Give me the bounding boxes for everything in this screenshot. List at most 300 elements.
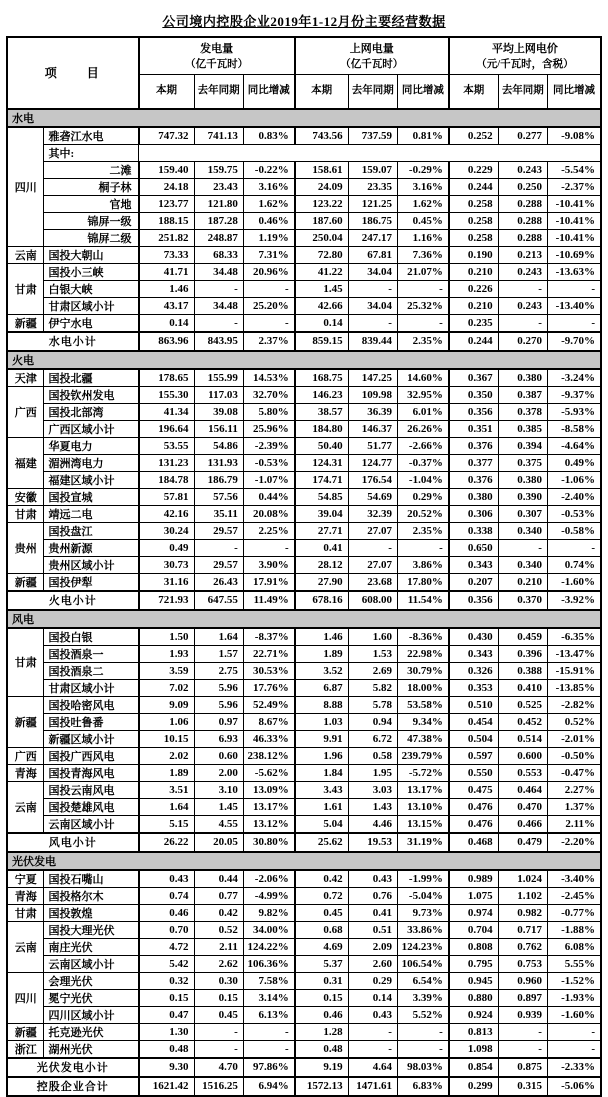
group-label: 平均上网电价 <box>491 43 558 56</box>
table-body <box>7 109 601 1096</box>
value-cell: 23.43 <box>194 178 243 195</box>
company-cell: 靖远二电 <box>44 505 139 522</box>
value-cell: 146.37 <box>348 420 397 437</box>
value-cell: 0.340 <box>498 522 547 539</box>
value-cell: 1.46 <box>139 280 194 297</box>
section-label: 风电 <box>7 610 601 628</box>
table-row <box>7 679 601 696</box>
value-cell: 0.52 <box>194 921 243 938</box>
value-cell: 29.57 <box>194 522 243 539</box>
value-cell: 2.09 <box>348 938 397 955</box>
value-cell: 647.55 <box>194 591 243 610</box>
row-label: 水电小计 <box>7 332 139 351</box>
value-cell: 2.11% <box>547 815 601 833</box>
table-row <box>7 161 601 178</box>
value-cell: - <box>547 280 601 297</box>
value-cell: -13.47% <box>547 645 601 662</box>
value-cell: 2.69 <box>348 662 397 679</box>
value-cell: 251.82 <box>139 229 194 246</box>
value-cell: 0.235 <box>449 314 498 332</box>
table-row <box>7 522 601 539</box>
value-cell: 18.00% <box>397 679 448 696</box>
value-cell: 168.75 <box>295 369 348 387</box>
table-row <box>7 662 601 679</box>
value-cell: 0.380 <box>498 369 547 387</box>
value-cell: 0.600 <box>498 747 547 764</box>
value-cell: -1.60% <box>547 1006 601 1023</box>
value-cell: - <box>397 314 448 332</box>
group-unit: （元/千瓦时，含税） <box>476 59 574 71</box>
value-cell: 159.07 <box>348 161 397 178</box>
value-cell: 5.78 <box>348 696 397 713</box>
value-cell: 43.17 <box>139 297 194 314</box>
value-cell: -8.58% <box>547 420 601 437</box>
value-cell: 121.80 <box>194 195 243 212</box>
value-cell: 176.54 <box>348 471 397 488</box>
value-cell: 17.91% <box>243 573 294 591</box>
group-unit: （亿千瓦时） <box>185 59 249 71</box>
company-cell: 国投伊犁 <box>44 573 139 591</box>
value-cell: 4.70 <box>194 1058 243 1077</box>
value-cell: 0.377 <box>449 454 498 471</box>
value-cell: 608.00 <box>348 591 397 610</box>
value-cell: 0.288 <box>498 229 547 246</box>
table-row <box>7 887 601 904</box>
province-cell: 安徽 <box>7 488 44 505</box>
value-cell: 27.71 <box>295 522 348 539</box>
value-cell: 0.299 <box>449 1077 498 1096</box>
value-cell: 32.70% <box>243 386 294 403</box>
value-cell: - <box>348 539 397 556</box>
company-cell: 会理光伏 <box>44 972 139 989</box>
province-cell: 甘肃 <box>7 628 44 697</box>
value-cell: 0.385 <box>498 420 547 437</box>
value-cell: - <box>243 1040 294 1058</box>
value-cell: 3.59 <box>139 662 194 679</box>
value-cell: -4.99% <box>243 887 294 904</box>
value-cell: - <box>194 280 243 297</box>
value-cell: 31.19% <box>397 833 448 852</box>
value-cell: 9.19 <box>295 1058 348 1077</box>
value-cell: 0.343 <box>449 556 498 573</box>
value-cell: 1.53 <box>348 645 397 662</box>
value-cell: 41.34 <box>139 403 194 420</box>
value-cell: 9.82% <box>243 904 294 921</box>
value-cell: 1.62% <box>397 195 448 212</box>
company-cell: 桐子林 <box>44 178 139 195</box>
value-cell: 3.86% <box>397 556 448 573</box>
table-row <box>7 1006 601 1023</box>
value-cell: 6.08% <box>547 938 601 955</box>
value-cell: - <box>547 1023 601 1040</box>
value-cell: 155.30 <box>139 386 194 403</box>
company-cell: 新疆区域小计 <box>44 730 139 747</box>
value-cell: 23.35 <box>348 178 397 195</box>
value-cell: 0.32 <box>139 972 194 989</box>
value-cell: 0.470 <box>498 798 547 815</box>
value-cell: -15.91% <box>547 662 601 679</box>
company-cell: 广西区域小计 <box>44 420 139 437</box>
value-cell: 1.03 <box>295 713 348 730</box>
value-cell: 32.95% <box>397 386 448 403</box>
value-cell: -9.70% <box>547 332 601 351</box>
company-cell: 国投大朝山 <box>44 246 139 263</box>
value-cell: 0.72 <box>295 887 348 904</box>
value-cell: -2.20% <box>547 833 601 852</box>
value-cell: -2.39% <box>243 437 294 454</box>
value-cell: 0.813 <box>449 1023 498 1040</box>
value-cell: 1.30 <box>139 1023 194 1040</box>
row-label: 风电小计 <box>7 833 139 852</box>
value-cell: 21.07% <box>397 263 448 280</box>
value-cell: 97.86% <box>243 1058 294 1077</box>
value-cell: 3.51 <box>139 781 194 798</box>
value-cell: 0.43 <box>139 870 194 888</box>
value-cell: 13.17% <box>397 781 448 798</box>
value-cell: 0.945 <box>449 972 498 989</box>
value-cell: 0.244 <box>449 178 498 195</box>
company-cell: 湖州光伏 <box>44 1040 139 1058</box>
province-cell: 天津 <box>7 369 44 387</box>
value-cell: 159.40 <box>139 161 194 178</box>
value-cell: 2.60 <box>348 955 397 972</box>
page-title: 公司境内控股企业2019年1-12月份主要经营数据 <box>162 14 446 29</box>
value-cell: -13.63% <box>547 263 601 280</box>
value-cell: 0.380 <box>449 488 498 505</box>
value-cell: 0.388 <box>498 662 547 679</box>
table-row <box>7 781 601 798</box>
value-cell: 3.10 <box>194 781 243 798</box>
value-cell: -1.06% <box>547 471 601 488</box>
value-cell: 0.288 <box>498 212 547 229</box>
value-cell: 0.340 <box>498 556 547 573</box>
value-cell: - <box>397 1023 448 1040</box>
table-row <box>7 263 601 280</box>
value-cell: -1.99% <box>397 870 448 888</box>
value-cell: 0.58 <box>348 747 397 764</box>
value-cell: 196.64 <box>139 420 194 437</box>
value-cell: -2.66% <box>397 437 448 454</box>
value-cell: 0.356 <box>449 403 498 420</box>
value-cell: 1.075 <box>449 887 498 904</box>
value-cell: 0.83% <box>243 127 294 145</box>
province-cell: 四川 <box>7 972 44 1023</box>
value-cell: 106.54% <box>397 955 448 972</box>
value-cell: 20.52% <box>397 505 448 522</box>
value-cell: 186.75 <box>348 212 397 229</box>
header-group-ongrid <box>295 37 449 74</box>
value-cell: -1.07% <box>243 471 294 488</box>
value-cell: 6.83% <box>397 1077 448 1096</box>
value-cell: 123.22 <box>295 195 348 212</box>
value-cell: 1.46 <box>295 628 348 646</box>
value-cell: -5.93% <box>547 403 601 420</box>
value-cell: 1.89 <box>139 764 194 781</box>
value-cell: 0.49% <box>547 454 601 471</box>
company-cell: 国投白银 <box>44 628 139 646</box>
value-cell: 0.939 <box>498 1006 547 1023</box>
section-row <box>7 610 601 628</box>
company-cell: 国投格尔木 <box>44 887 139 904</box>
value-cell: 26.43 <box>194 573 243 591</box>
value-cell: - <box>194 539 243 556</box>
company-cell: 国投钦州发电 <box>44 386 139 403</box>
value-cell: - <box>397 539 448 556</box>
value-cell: - <box>498 1023 547 1040</box>
value-cell: 0.452 <box>498 713 547 730</box>
value-cell: 747.32 <box>139 127 194 145</box>
province-cell: 新疆 <box>7 573 44 591</box>
value-cell: 31.16 <box>139 573 194 591</box>
value-cell: 11.49% <box>243 591 294 610</box>
value-cell: -5.72% <box>397 764 448 781</box>
value-cell: 1.45 <box>194 798 243 815</box>
value-cell: 0.476 <box>449 815 498 833</box>
value-cell: 0.370 <box>498 591 547 610</box>
value-cell: 187.60 <box>295 212 348 229</box>
value-cell: 5.96 <box>194 679 243 696</box>
value-cell: -9.37% <box>547 386 601 403</box>
table-row <box>7 815 601 833</box>
value-cell: 0.46 <box>295 1006 348 1023</box>
value-cell: 0.44 <box>194 870 243 888</box>
company-cell: 贵州区域小计 <box>44 556 139 573</box>
value-cell: 34.48 <box>194 263 243 280</box>
value-cell: 0.46 <box>139 904 194 921</box>
value-cell: 0.468 <box>449 833 498 852</box>
value-cell: 1.64 <box>194 628 243 646</box>
value-cell: 3.14% <box>243 989 294 1006</box>
table-row <box>7 386 601 403</box>
value-cell: 7.58% <box>243 972 294 989</box>
value-cell: 1.16% <box>397 229 448 246</box>
value-cell: 0.338 <box>449 522 498 539</box>
company-cell: 官地 <box>44 195 139 212</box>
value-cell: 123.77 <box>139 195 194 212</box>
value-cell: 6.01% <box>397 403 448 420</box>
value-cell: 0.45 <box>295 904 348 921</box>
value-cell: 0.989 <box>449 870 498 888</box>
value-cell: 247.17 <box>348 229 397 246</box>
value-cell: 117.03 <box>194 386 243 403</box>
value-cell: 0.475 <box>449 781 498 798</box>
table-row <box>7 989 601 1006</box>
company-cell: 国投青海风电 <box>44 764 139 781</box>
value-cell: 0.229 <box>449 161 498 178</box>
value-cell: 184.78 <box>139 471 194 488</box>
value-cell: 1.84 <box>295 764 348 781</box>
company-cell: 雅砻江水电 <box>44 127 139 145</box>
value-cell: 0.76 <box>348 887 397 904</box>
value-cell: 0.42 <box>194 904 243 921</box>
value-cell: 3.16% <box>397 178 448 195</box>
section-row <box>7 109 601 127</box>
value-cell: 0.15 <box>295 989 348 1006</box>
table-row <box>7 280 601 297</box>
value-cell: 11.54% <box>397 591 448 610</box>
value-cell: -1.88% <box>547 921 601 938</box>
row-label: 控股企业合计 <box>7 1077 139 1096</box>
table-row <box>7 314 601 332</box>
value-cell: 0.74% <box>547 556 601 573</box>
section-label: 火电 <box>7 351 601 369</box>
value-cell: 13.09% <box>243 781 294 798</box>
value-cell: 1.96 <box>295 747 348 764</box>
value-cell: -1.60% <box>547 573 601 591</box>
province-cell: 云南 <box>7 781 44 833</box>
value-cell: 4.46 <box>348 815 397 833</box>
value-cell: 30.80% <box>243 833 294 852</box>
value-cell: 32.39 <box>348 505 397 522</box>
table-row <box>7 488 601 505</box>
value-cell: 0.982 <box>498 904 547 921</box>
value-cell: 0.378 <box>498 403 547 420</box>
value-cell: -13.40% <box>547 297 601 314</box>
value-cell: 0.258 <box>449 229 498 246</box>
value-cell: 238.12% <box>243 747 294 764</box>
value-cell: 1.60 <box>348 628 397 646</box>
value-cell: 0.326 <box>449 662 498 679</box>
value-cell: 1.19% <box>243 229 294 246</box>
value-cell: 0.343 <box>449 645 498 662</box>
value-cell: 25.20% <box>243 297 294 314</box>
value-cell: 0.252 <box>449 127 498 145</box>
value-cell: 41.22 <box>295 263 348 280</box>
value-cell: 3.16% <box>243 178 294 195</box>
value-cell: 0.960 <box>498 972 547 989</box>
table-row <box>7 696 601 713</box>
value-cell: 0.454 <box>449 713 498 730</box>
value-cell: 4.72 <box>139 938 194 955</box>
value-cell: 9.30 <box>139 1058 194 1077</box>
value-cell: -2.01% <box>547 730 601 747</box>
value-cell: 27.07 <box>348 556 397 573</box>
company-cell: 其中: <box>44 144 139 161</box>
value-cell: - <box>498 1040 547 1058</box>
province-cell: 新疆 <box>7 314 44 332</box>
value-cell: 0.597 <box>449 747 498 764</box>
value-cell: 0.210 <box>449 263 498 280</box>
value-cell: - <box>243 539 294 556</box>
value-cell: 24.18 <box>139 178 194 195</box>
table-row <box>7 246 601 263</box>
value-cell: 54.69 <box>348 488 397 505</box>
value-cell: 0.60 <box>194 747 243 764</box>
value-cell: 0.14 <box>139 314 194 332</box>
value-cell: - <box>547 1040 601 1058</box>
province-cell: 新疆 <box>7 696 44 747</box>
subheader-yoy: 同比增减 <box>243 74 294 109</box>
value-cell: 0.315 <box>498 1077 547 1096</box>
company-cell: 二滩 <box>44 161 139 178</box>
value-cell: 13.10% <box>397 798 448 815</box>
value-cell: 9.91 <box>295 730 348 747</box>
value-cell: 2.35% <box>397 522 448 539</box>
subtotal-row <box>7 591 601 610</box>
value-cell: 0.41 <box>295 539 348 556</box>
value-cell: -5.54% <box>547 161 601 178</box>
value-cell: 0.277 <box>498 127 547 145</box>
value-cell: -1.04% <box>397 471 448 488</box>
value-cell: 4.55 <box>194 815 243 833</box>
value-cell: - <box>547 539 601 556</box>
value-cell: -10.41% <box>547 212 601 229</box>
company-cell: 国投盘江 <box>44 522 139 539</box>
section-label: 光伏发电 <box>7 852 601 870</box>
value-cell: 0.49 <box>139 539 194 556</box>
value-cell: 0.717 <box>498 921 547 938</box>
value-cell: - <box>498 314 547 332</box>
value-cell: 1.62% <box>243 195 294 212</box>
value-cell: 0.510 <box>449 696 498 713</box>
table-row <box>7 229 601 246</box>
value-cell: - <box>194 1023 243 1040</box>
value-cell: -3.92% <box>547 591 601 610</box>
value-cell: -0.58% <box>547 522 601 539</box>
value-cell: 0.47 <box>139 1006 194 1023</box>
subtotal-row <box>7 332 601 351</box>
company-cell: 国投酒泉二 <box>44 662 139 679</box>
table-row <box>7 955 601 972</box>
value-cell: 124.77 <box>348 454 397 471</box>
value-cell: 839.44 <box>348 332 397 351</box>
value-cell: 2.02 <box>139 747 194 764</box>
value-cell: -2.06% <box>243 870 294 888</box>
table-row <box>7 921 601 938</box>
row-label: 火电小计 <box>7 591 139 610</box>
value-cell: 10.15 <box>139 730 194 747</box>
value-cell: 26.26% <box>397 420 448 437</box>
value-cell: 27.90 <box>295 573 348 591</box>
value-cell: 0.226 <box>449 280 498 297</box>
value-cell: 50.40 <box>295 437 348 454</box>
value-cell: 0.250 <box>498 178 547 195</box>
value-cell: 0.74 <box>139 887 194 904</box>
table-row <box>7 505 601 522</box>
value-cell: 0.243 <box>498 297 547 314</box>
value-cell: 30.24 <box>139 522 194 539</box>
table-row <box>7 297 601 314</box>
company-cell: 福建区域小计 <box>44 471 139 488</box>
value-cell: 2.25% <box>243 522 294 539</box>
province-cell: 广西 <box>7 386 44 437</box>
value-cell: 3.90% <box>243 556 294 573</box>
value-cell: 0.380 <box>498 471 547 488</box>
value-cell: -0.53% <box>547 505 601 522</box>
value-cell: 0.375 <box>498 454 547 471</box>
value-cell: 5.52% <box>397 1006 448 1023</box>
value-cell: 52.49% <box>243 696 294 713</box>
value-cell: -13.85% <box>547 679 601 696</box>
value-cell: 14.53% <box>243 369 294 387</box>
value-cell: 9.09 <box>139 696 194 713</box>
value-cell: 0.974 <box>449 904 498 921</box>
value-cell: 0.190 <box>449 246 498 263</box>
value-cell: -1.93% <box>547 989 601 1006</box>
value-cell: 0.550 <box>449 764 498 781</box>
company-cell: 国投宣城 <box>44 488 139 505</box>
company-cell: 云南区域小计 <box>44 815 139 833</box>
value-cell: 5.42 <box>139 955 194 972</box>
value-cell: 1.43 <box>348 798 397 815</box>
value-cell: 0.288 <box>498 195 547 212</box>
value-cell: 186.79 <box>194 471 243 488</box>
company-cell: 锦屏一级 <box>44 212 139 229</box>
value-cell: 743.56 <box>295 127 348 145</box>
value-cell: -5.04% <box>397 887 448 904</box>
value-cell: 30.53% <box>243 662 294 679</box>
group-label: 上网电量 <box>349 43 394 56</box>
